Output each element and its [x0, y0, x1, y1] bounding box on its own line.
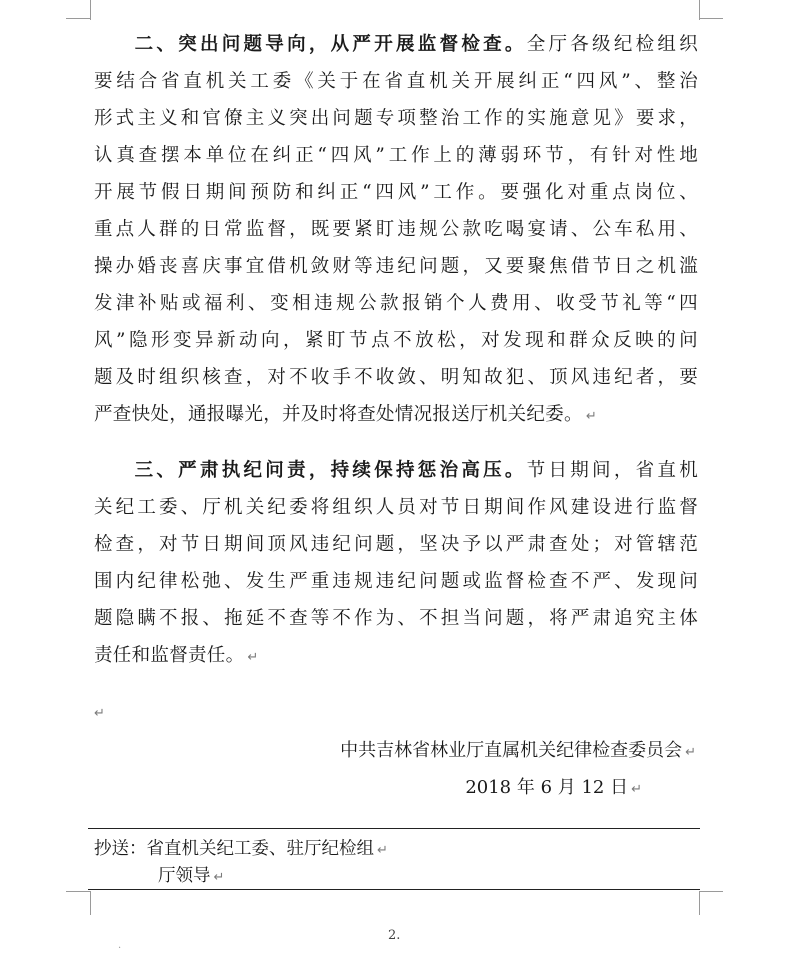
paragraph-line: 题隐瞒不报、拖延不查等不作为、不担当问题，将严肃追究主体 [94, 608, 698, 629]
paragraph-line: 风”隐形变异新动向，紧盯节点不放松，对发现和群众反映的问 [94, 330, 698, 351]
paragraph-mark-icon: ↵ [585, 409, 598, 424]
paragraph-mark-icon: ↵ [377, 843, 388, 858]
paragraph-mark-icon: ↵ [213, 870, 225, 885]
paragraph-line: 题及时组织核查，对不收手不收敛、明知故犯、顶风违纪者，要 [94, 367, 698, 388]
crop-mark-bottom-right [699, 891, 700, 915]
crop-mark-bottom-right-h [699, 891, 723, 892]
paragraph-line: 开展节假日期间预防和纠正“四风”工作。要强化对重点岗位、 [94, 182, 698, 203]
paragraph-line: 检查，对节日期间顶风违纪问题，坚决予以严肃查处；对管辖范 [94, 534, 698, 555]
paragraph-line: 三、严肃执纪问责，持续保持惩治高压。节日期间，省直机 [131, 460, 698, 481]
section-3-heading: 三、严肃执纪问责，持续保持惩治高压。 [131, 460, 527, 481]
section-3-paragraph [94, 452, 698, 674]
paragraph-mark-icon: ↵ [247, 650, 259, 665]
paragraph-line: 重点人群的日常监督，既要紧盯违规公款吃喝宴请、公车私用、 [94, 219, 698, 240]
footer-mark: . [118, 940, 122, 951]
section-2-heading: 二、突出问题导向，从严开展监督检查。 [131, 34, 527, 55]
paragraph-line: 要结合省直机关工委《关于在省直机关开展纠正“四风”、整治 [94, 71, 698, 92]
paragraph-line: 认真查摆本单位在纠正“四风”工作上的薄弱环节，有针对性地 [94, 145, 698, 166]
copy-to-second-line: 厅领导 ↵ [158, 866, 225, 886]
empty-paragraph-mark-icon: ↵ [94, 706, 105, 721]
crop-mark-top-left-h [66, 18, 90, 19]
crop-mark-bottom-left [90, 891, 91, 915]
crop-mark-top-right [699, 0, 700, 20]
crop-mark-top-right-h [699, 18, 723, 19]
paragraph-mark-icon: ↵ [685, 745, 696, 760]
crop-mark-bottom-left-h [66, 891, 90, 892]
paragraph-line: 严查快处，通报曝光，并及时将查处情况报送厅机关纪委。 ↵ [94, 404, 598, 425]
paragraph-line: 关纪工委、厅机关纪委将组织人员对节日期间作风建设进行监督 [94, 497, 698, 518]
divider-bottom [88, 889, 700, 890]
paragraph-line: 形式主义和官僚主义突出问题专项整治工作的实施意见》要求， [94, 108, 698, 129]
signature-org: 中共吉林省林业厅直属机关纪律检查委员会 ↵ [340, 740, 696, 761]
paragraph-line: 操办婚丧喜庆事宜借机敛财等违纪问题，又要聚焦借节日之机滥 [94, 256, 698, 277]
page-number: 2. [388, 928, 401, 943]
paragraph-line: 责任和监督责任。 ↵ [94, 645, 259, 666]
divider-top [88, 828, 700, 829]
paragraph-mark-icon: ↵ [631, 782, 642, 797]
paragraph-line: 二、突出问题导向，从严开展监督检查。全厅各级纪检组织 [131, 34, 698, 55]
signature-date: 2018 年 6 月 12 日 ↵ [465, 777, 642, 798]
copy-to-line: 抄送：省直机关纪工委、驻厅纪检组 ↵ [94, 839, 388, 859]
paragraph-line: 发津补贴或福利、变相违规公款报销个人费用、收受节礼等“四 [94, 293, 698, 314]
crop-mark-top-left [90, 0, 91, 20]
section-2-paragraph [94, 26, 698, 433]
paragraph-line: 围内纪律松弛、发生严重违规违纪问题或监督检查不严、发现问 [94, 571, 698, 592]
